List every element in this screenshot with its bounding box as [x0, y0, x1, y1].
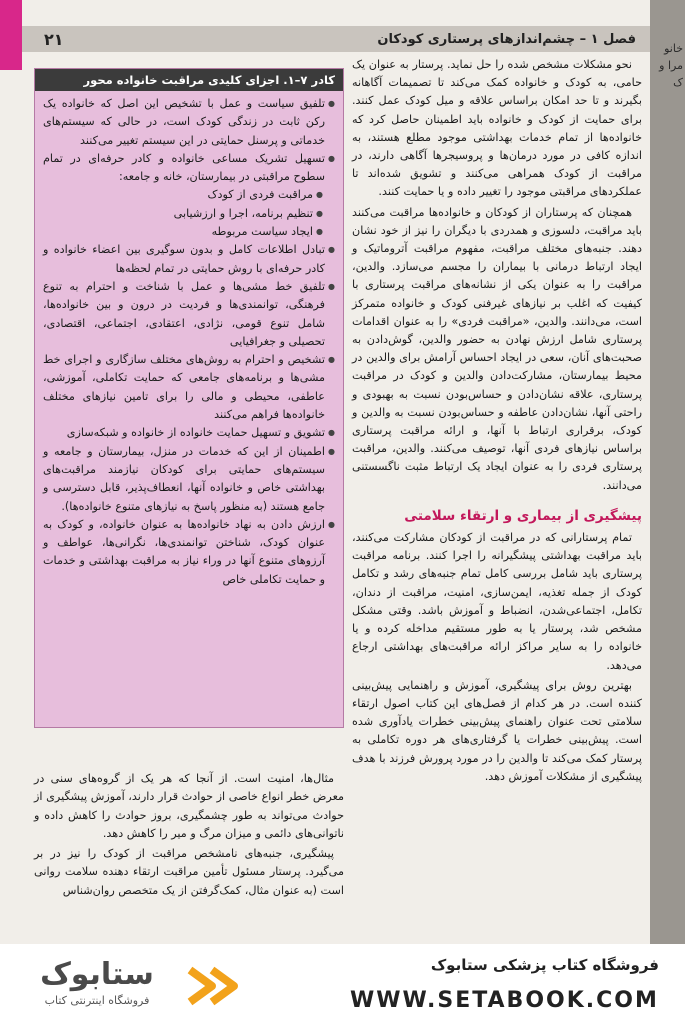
paragraph: پیشگیری، جنبه‌های نامشخص مراقبت از کودک را نیز در بر می‌گیرد. پرستار مسئول تأمین مراقبت ارتقاء دهنده سلامت روانی است (به عنوان مثال، کمک‌گرفتن از یک متخصص روان‌شناس — [34, 847, 344, 897]
logo-name: ستابوک — [40, 957, 154, 992]
paragraph: تمام پرستارانی که در مراقبت از کودکان مشارکت می‌کنند، باید مراقبت بهداشتی پیشگیرانه را اجرا کنند. برنامه مراقبت پرستاری باید شامل بررسی کامل تمام جنبه‌های رشد و تکامل کودک از جمله تغذیه، ایمن‌سازی، امنیت، مراقبت از دندان، تکامل، اجتماعی‌شدن، انضباط و آموزش باشد. وقتی مشکل مشخص شد، پرستار یا به طور مستقیم مداخله کرده و یا خانواده را به سایر مراکز ارائه مراقبت‌های بهداشتی ارجاع می‌دهد. — [352, 531, 642, 672]
list-item: ● اطمینان از این که خدمات در منزل، بیمارستان و جامعه و سیستم‌های حمایتی برای کودکان نیازمند مراقبت‌های بهداشتی خاص و خانواده آنها، انعطاف‌پذیر، قابل دسترسی و جامع هستند (به منظور پاسخ به نیازهای متنوع خانواده‌ها). — [43, 443, 335, 516]
list-item: ● تلفیق سیاست و عمل با تشخیص این اصل که خانواده یک رکن ثابت در زندگی کودک است، در حالی که سیستم‌های خدماتی و پرسنل حمایتی در این سیستم تغییر می‌کنند — [43, 95, 335, 150]
left-text-column — [34, 770, 344, 902]
paragraph: همچنان که پرستاران از کودکان و خانواده‌ها مراقبت می‌کنند باید مراقبت، دلسوزی و همدردی با دیگران را نیز از خود نشان دهند. جنبه‌های مختلف مراقبت، مفهوم مراقبت آتروماتیک و ایجاد ارتباط درمانی با بیماران را مجسم می‌سازد. والدین، مراقبت را به عنوان یکی از نشانه‌های مراقبت پرستاری با کیفیت که اغلب بر نیازهای غیرفنی کودک و خانواده متمرکز است، می‌دانند. والدین، «مراقبت فردی» را به عنوان اقدامات پرستاری شامل ارزش نهادن به حضور والدین، گوش‌دادن به صحبت‌های آنان، سعی در ایجاد احساس آرامش برای والدین در محیط بیمارستان، مشارکت‌دادن والدین و کودک در مراقبت پرستاری، علاقه نشان‌دادن و حساس‌بودن نسبت به بهبودی و راحتی آنها، نشان‌دادن عاطفه و حساس‌بودن نسبت به والدین و کودک، برقراری ارتباط با آنها، و ارائه مراقبت پرستاری براساس نیازهای فردی آنها، توصیف می‌کنند. والدین، مراقبت پرستاری فردی را به عنوان ایجاد یک ارتباط مثبت ناگسستنی می‌دانند. — [352, 205, 642, 492]
sub-list-item: ● ایجاد سیاست مربوطه — [43, 223, 335, 241]
chevron-logo-icon — [182, 962, 252, 1010]
list-item: ● تبادل اطلاعات کامل و بدون سوگیری بین اعضاء خانواده و کادر حرفه‌ای با روش حمایتی در تمام لحظه‌ها — [43, 241, 335, 278]
box-list — [35, 91, 343, 589]
paragraph: بهترین روش برای پیشگیری، آموزش و راهنمایی پیش‌بینی کننده است. در هر کدام از فصل‌های این کتاب اصول ارتقاء سلامتی تحت عنوان راهنمای پیش‌بینی خطرات یادآوری شده است. پیش‌بینی خطرات یا گرفتاری‌های هر دوره تکاملی به پرستار کمک می‌کند تا والدین را در مورد پرورش فرزند با هدف پیشگیری از مشکلات آموزش دهد. — [352, 678, 642, 783]
paragraph: مثال‌ها، امنیت است. از آنجا که هر یک از گروه‌های سنی در معرض خطر انواع خاصی از حوادث قرار دارند، آموزش پیشگیری از حوادث می‌تواند به طور چشمگیری، بروز حوادث را کاهش داده و ناتوانی‌های دائمی و میزان مرگ و میر را کاهش دهد. — [34, 772, 344, 840]
adjacent-page-edge — [650, 0, 685, 944]
chapter-tab — [0, 0, 22, 70]
paragraph: نحو مشکلات مشخص شده را حل نماید. پرستار به عنوان یک حامی، به کودک و خانواده کمک می‌کند تا تصمیمات آگاهانه بگیرند و تا حد امکان براساس علاقه و میل کودک عمل کنند. برای حمایت از کودک و خانواده باید اطمینان حاصل کرد که خانواده‌ها از تمام خدمات بهداشتی موجود مطلع هستند، به اندازه کافی در مورد درمان‌ها و پروسیجرها آگاهی دارند، در مراقبت از کودک همراهی می‌کنند و تشویق شده‌اند تا عملکردهای مراقبتی موجود را تغییر داده و یا حمایت کنند. — [352, 58, 642, 199]
page-number: ۲۱ — [44, 30, 64, 49]
list-item: ● تشخیص و احترام به روش‌های مختلف سازگاری و اجرای خط مشی‌ها و برنامه‌های جامعی که حمایت تکاملی، آموزشی، عاطفی، محیطی و مالی را برای تامین نیازهای مختلف خانواده‌ها فراهم می‌کنند — [43, 351, 335, 424]
running-header — [22, 26, 650, 52]
list-item: ● ارزش دادن به نهاد خانواده‌ها به عنوان خانواده، و کودک به عنوان کودک، شناختن توانمندی‌ها، نگرانی‌ها، عواطف و آرزوهای متنوع آنها در وراء نیاز به مراقبت بهداشتی و خدمات و حمایت تکاملی خاص — [43, 516, 335, 589]
store-url[interactable]: WWW.SETABOOK.COM — [350, 988, 659, 1013]
store-name: فروشگاه کتاب پزشکی ستابوک — [430, 956, 659, 974]
box-title: کادر ۷–۱. اجزای کلیدی مراقبت خانواده محور — [35, 69, 343, 91]
logo-subtitle: فروشگاه اینترنتی کتاب — [44, 994, 150, 1007]
sub-list-item: ● تنظیم برنامه، اجرا و ارزشیابی — [43, 205, 335, 223]
chapter-title: فصل ۱ – چشم‌اندازهای پرستاری کودکان — [377, 31, 636, 47]
list-item: ● تلفیق خط مشی‌ها و عمل با شناخت و احترام به تنوع فرهنگی، توانمندی‌ها و فردیت در درون و بین خانواده‌ها، شامل تنوع قومی، نژادی، اعتقادی، اجتماعی، اقتصادی، تحصیلی و جغرافیایی — [43, 278, 335, 351]
right-text-column — [352, 56, 642, 788]
key-components-box — [34, 68, 344, 728]
sub-list-item: ● مراقبت فردی از کودک — [43, 186, 335, 204]
list-item: ● تشویق و تسهیل حمایت خانواده از خانواده و شبکه‌سازی — [43, 424, 335, 442]
list-item: ● تسهیل تشریک مساعی خانواده و کادر حرفه‌ای در تمام سطوح مراقبتی در بیمارستان، خانه و جامعه: — [43, 150, 335, 187]
edge-text: خانو مرا و ک — [659, 42, 683, 89]
section-heading: پیشگیری از بیماری و ارتقاء سلامتی — [404, 507, 642, 524]
setabook-logo — [22, 958, 262, 1014]
